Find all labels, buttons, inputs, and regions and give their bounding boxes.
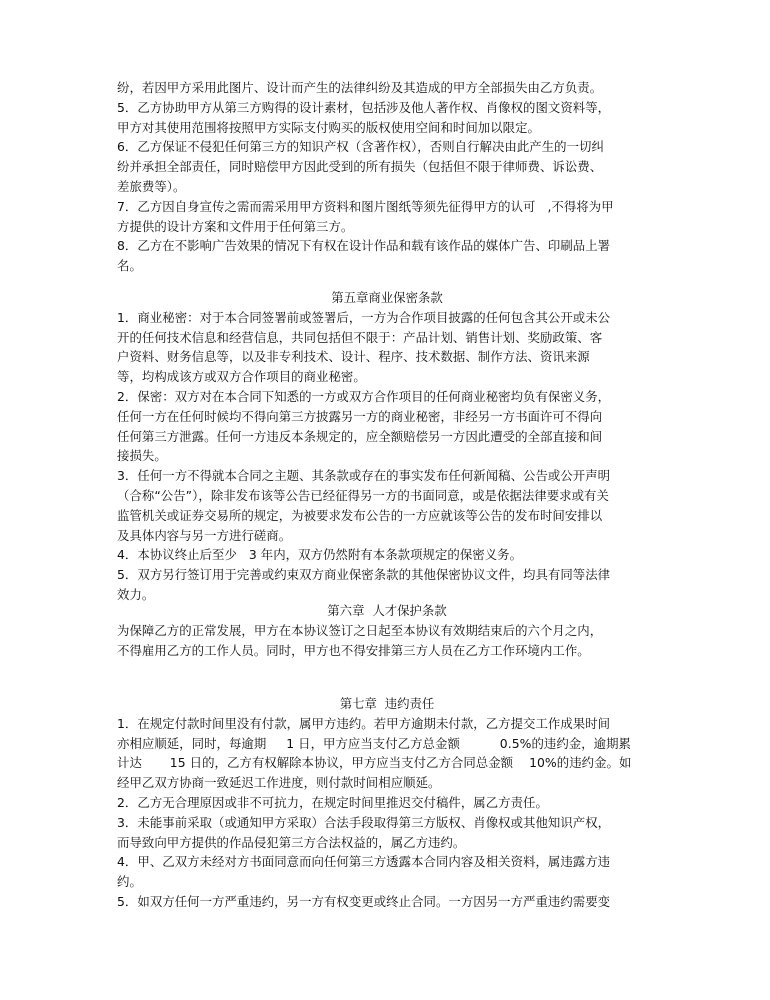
paragraph-line: 7．乙方因自身宣传之需而需采用甲方资料和图片图纸等须先征得甲方的认可 ,不得将为甲 bbox=[117, 198, 614, 214]
paragraph-line: 计达 15 日的，乙方有权解除本协议，甲方应当支付乙方合同总金额 10%的违约金。如 bbox=[117, 755, 632, 771]
paragraph-line: 方提供的设计方案和文件用于任何第三方。 bbox=[117, 218, 354, 234]
paragraph-line: 及具体内容与另一方进行磋商。 bbox=[117, 527, 292, 543]
paragraph-line: 差旅费等）。 bbox=[117, 178, 186, 194]
paragraph-line: 纷，若因甲方采用此图片、设计而产生的法律纠纷及其造成的甲方全部损失由乙方负责。 bbox=[117, 80, 603, 95]
paragraph-line: 任何第三方泄露。任何一方违反本条规定的，应全额赔偿另一方因此遭受的全部直接和间 bbox=[117, 428, 603, 444]
paragraph-line: 任何一方在任何时候均不得向第三方披露另一方的商业秘密，非经另一方书面许可不得向 bbox=[117, 408, 603, 424]
paragraph-line: 名。 bbox=[117, 258, 142, 274]
chapter-5-section bbox=[117, 288, 657, 605]
paragraph-line: 5．如双方任何一方严重违约，另一方有权变更或终止合同。一方因另一方严重违约需要变 bbox=[117, 893, 611, 909]
paragraph-line: 3．未能事前采取（或通知甲方采取）合法手段取得第三方版权、肖像权或其他知识产权， bbox=[117, 814, 611, 830]
chapter-5-title: 第五章商业保密条款 bbox=[331, 290, 443, 305]
paragraph-line: 甲方对其使用范围将按照甲方实际支付购买的版权使用空间和时间加以限定。 bbox=[117, 119, 540, 135]
paragraph-line: 5．双方另行签订用于完善或约束双方商业保密条款的其他保密协议文件，均具有同等法律 bbox=[117, 567, 611, 583]
paragraph-line: 开的任何技术信息和经营信息，共同包括但不限于：产品计划、销售计划、奖励政策、客 bbox=[117, 329, 603, 345]
paragraph-line: 而导致向甲方提供的作品侵犯第三方合法权益的，属乙方违约。 bbox=[117, 834, 466, 850]
paragraph-line: 2．保密：双方对在本合同下知悉的一方或双方合作项目的任何商业秘密均负有保密义务， bbox=[117, 388, 611, 404]
paragraph-line: 等，均构成该方或双方合作项目的商业秘密。 bbox=[117, 369, 366, 385]
paragraph-line: 5．乙方协助甲方从第三方购得的设计素材，包括涉及他人著作权、肖像权的图文资料等， bbox=[117, 99, 611, 115]
paragraph-line: 接损失。 bbox=[117, 448, 167, 464]
paragraph-line: 2．乙方无合理原因或非不可抗力，在规定时间里推迟交付稿件，属乙方责任。 bbox=[117, 794, 548, 810]
paragraph-line: 8．乙方在不影响广告效果的情况下有权在设计作品和载有该作品的媒体广告、印刷品上署 bbox=[117, 238, 611, 254]
ip-clauses-continued bbox=[117, 78, 657, 276]
paragraph-line: 纷并承担全部责任，同时赔偿甲方因此受到的所有损失（包括但不限于律师费、诉讼费、 bbox=[117, 159, 603, 175]
paragraph-line: 亦相应顺延，同时，每逾期 1 日，甲方应当支付乙方总金额 0.5%的违约金，逾期累 bbox=[117, 735, 631, 751]
paragraph-line: 3．任何一方不得就本合同之主题、其条款或存在的事实发布任何新闻稿、公告或公开声明 bbox=[117, 468, 611, 484]
paragraph-line: 6．乙方保证不侵犯任何第三方的知识产权（含著作权），否则自行解决由此产生的一切纠 bbox=[117, 139, 604, 155]
paragraph-line: 4．本协议终止后至少 3 年内，双方仍然附有本条款项规定的保密义务。 bbox=[117, 547, 523, 563]
paragraph-line: 1．商业秘密：对于本合同签署前或签署后，一方为合作项目披露的任何包含其公开或未公 bbox=[117, 309, 611, 325]
paragraph-line: 不得雇用乙方的工作人员。同时，甲方也不得安排第三方人员在乙方工作环境内工作。 bbox=[117, 642, 590, 658]
chapter-7-title: 第七章 违约责任 bbox=[339, 696, 435, 711]
paragraph-line: 4．甲、乙双方未经对方书面同意而向任何第三方透露本合同内容及相关资料，属违露方违 bbox=[117, 854, 611, 870]
paragraph-line: （合称“公告”），除非发布该等公告已经征得另一方的书面同意，或是依据法律要求或有关 bbox=[117, 487, 609, 503]
paragraph-line: 为保障乙方的正常发展，甲方在本协议签订之日起至本协议有效期结束后的六个月之内， bbox=[117, 622, 603, 638]
chapter-7-section bbox=[117, 694, 657, 912]
paragraph-line: 约。 bbox=[117, 874, 142, 890]
chapter-6-title: 第六章 人才保护条款 bbox=[327, 603, 447, 618]
paragraph-line: 监管机关或证券交易所的规定，为被要求发布公告的一方应就该等公告的发布时间安排以 bbox=[117, 507, 603, 523]
paragraph-line: 户资料、财务信息等，以及非专利技术、设计、程序、技术数据、制作方法、资讯来源 bbox=[117, 349, 590, 365]
paragraph-line: 1．在规定付款时间里没有付款，属甲方违约。若甲方逾期未付款，乙方提交工作成果时间 bbox=[117, 715, 611, 731]
chapter-6-section bbox=[117, 601, 657, 660]
paragraph-line: 经甲乙双方协商一致延迟工作进度，则付款时间相应顺延。 bbox=[117, 775, 441, 791]
paragraph-line: 效力。 bbox=[117, 586, 155, 602]
